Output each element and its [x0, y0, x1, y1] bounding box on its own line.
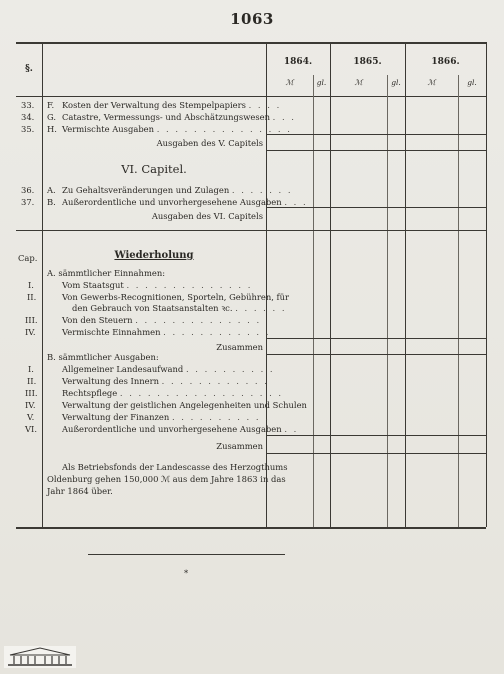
- row-text: Vermischte Einnahmen . . . . . . . . . . . .: [62, 327, 271, 337]
- section-symbol: §.: [25, 64, 33, 74]
- subtotal-rule-ausgaben-bottom: [266, 453, 486, 454]
- row-number: IV.: [25, 400, 36, 410]
- row-number: III.: [25, 315, 38, 325]
- unit-thaler-1866: ℳ: [427, 78, 436, 87]
- row-letter: F.: [47, 100, 55, 110]
- row-number: VI.: [25, 424, 38, 434]
- footnote-line: Oldenburg gehen 150,000 ℳ aus dem Jahre 1863 in das: [47, 474, 286, 484]
- row-text: Rechtspflege . . . . . . . . . . . . . . . . . .: [62, 388, 284, 398]
- row-text: Außerordentliche und unvorhergesehene Ausgaben . . .: [62, 197, 308, 207]
- row-number: II.: [27, 292, 37, 302]
- column-rule-1864-gl: [313, 75, 314, 527]
- end-rule: [88, 554, 285, 555]
- column-rule-1866: [405, 42, 406, 527]
- row-number: 33.: [21, 100, 35, 110]
- subtotal-rule-vi: [266, 207, 486, 208]
- einnahmen-heading: A. sämmtlicher Einnahmen:: [47, 268, 166, 278]
- row-text: Verwaltung des Innern . . . . . . . . . . . .: [62, 376, 269, 386]
- year-1864: 1864.: [283, 57, 313, 67]
- unit-thaler-1864: ℳ: [285, 78, 294, 87]
- column-rule-right: [486, 42, 487, 527]
- row-text: Catastre, Vermessungs- und Abschätzungswesen . . .: [62, 112, 296, 122]
- column-rule-num: [42, 42, 43, 527]
- row-text: Von Gewerbs-Recognitionen, Sporteln, Gebühren, für: [62, 292, 290, 302]
- row-number: 36.: [21, 185, 35, 195]
- table-bottom-rule: [16, 527, 486, 529]
- wiederholung-heading: Wiederholung: [114, 250, 194, 261]
- row-text: Verwaltung der Finanzen . . . . . . . . . . .: [62, 412, 270, 422]
- subtotal-rule-ausgaben: [266, 435, 486, 436]
- row-text: Außerordentliche und unvorhergesehene Ausgaben . .: [62, 424, 299, 434]
- cap-label: Cap.: [18, 253, 38, 263]
- row-text: Vom Staatsgut . . . . . . . . . . . . . .: [62, 280, 253, 290]
- row-number: I.: [28, 364, 34, 374]
- row-letter: B.: [47, 197, 56, 207]
- subtotal-rule-v: [266, 134, 486, 135]
- row-number: V.: [27, 412, 35, 422]
- row-letter: A.: [47, 185, 56, 195]
- column-rule-1865-gl: [387, 75, 388, 527]
- column-rule-1866-gl: [458, 75, 459, 527]
- zusammen-einnahmen: Zusammen: [216, 342, 263, 352]
- row-number: III.: [25, 388, 38, 398]
- row-text: Vermischte Ausgaben . . . . . . . . . . . . . . .: [62, 124, 292, 134]
- year-1866: 1866.: [431, 57, 460, 67]
- row-letter: G.: [47, 112, 57, 122]
- sum-capitel-v: Ausgaben des V. Capitels: [156, 138, 263, 148]
- row-number: I.: [28, 280, 34, 290]
- row-text: Kosten der Verwaltung des Stempelpapiers . . . .: [62, 100, 282, 110]
- capitel-heading: VI. Capitel.: [121, 162, 187, 176]
- section-divider-rule: [16, 230, 486, 231]
- unit-groschen-1866: gl.: [467, 78, 477, 87]
- subtotal-rule-einnahmen: [266, 338, 486, 339]
- bottom-mark: *: [184, 568, 189, 578]
- page-number: 1063: [230, 10, 274, 28]
- row-text: Verwaltung der geistlichen Angelegenheiten und Schulen: [62, 400, 307, 410]
- row-text: Allgemeiner Landesaufwand . . . . . . . . . .: [62, 364, 275, 374]
- row-text: Von den Steuern . . . . . . . . . . . . . .: [62, 315, 262, 325]
- row-number: 37.: [21, 197, 35, 207]
- row-number: 34.: [21, 112, 35, 122]
- table-top-rule: [16, 42, 486, 44]
- row-number: 35.: [21, 124, 35, 134]
- unit-groschen-1865: gl.: [391, 78, 401, 87]
- header-bottom-rule: [16, 96, 486, 97]
- row-letter: H.: [47, 124, 57, 134]
- unit-thaler-1865: ℳ: [354, 78, 363, 87]
- year-1865: 1865.: [353, 57, 382, 67]
- footnote-line: Als Betriebsfonds der Landescasse des Herzogthums: [62, 462, 288, 472]
- sum-capitel-vi: Ausgaben des VI. Capitels: [151, 211, 263, 221]
- row-text: Zu Gehaltsveränderungen und Zulagen . . . . . . .: [62, 185, 293, 195]
- footnote-line: Jahr 1864 über.: [47, 486, 113, 496]
- ausgaben-heading: B. sämmtlicher Ausgaben:: [47, 352, 159, 362]
- subtotal-rule-v-bottom: [266, 150, 486, 151]
- zusammen-ausgaben: Zusammen: [216, 441, 263, 451]
- subtotal-rule-einnahmen-bottom: [266, 354, 486, 355]
- row-number: II.: [27, 376, 37, 386]
- row-text: den Gebrauch von Staatsanstalten ꝛc. . . . . . .: [72, 303, 287, 313]
- row-number: IV.: [25, 327, 36, 337]
- library-logo-icon: [4, 646, 76, 668]
- unit-groschen-1864: gl.: [316, 78, 327, 87]
- column-rule-1865: [330, 42, 331, 527]
